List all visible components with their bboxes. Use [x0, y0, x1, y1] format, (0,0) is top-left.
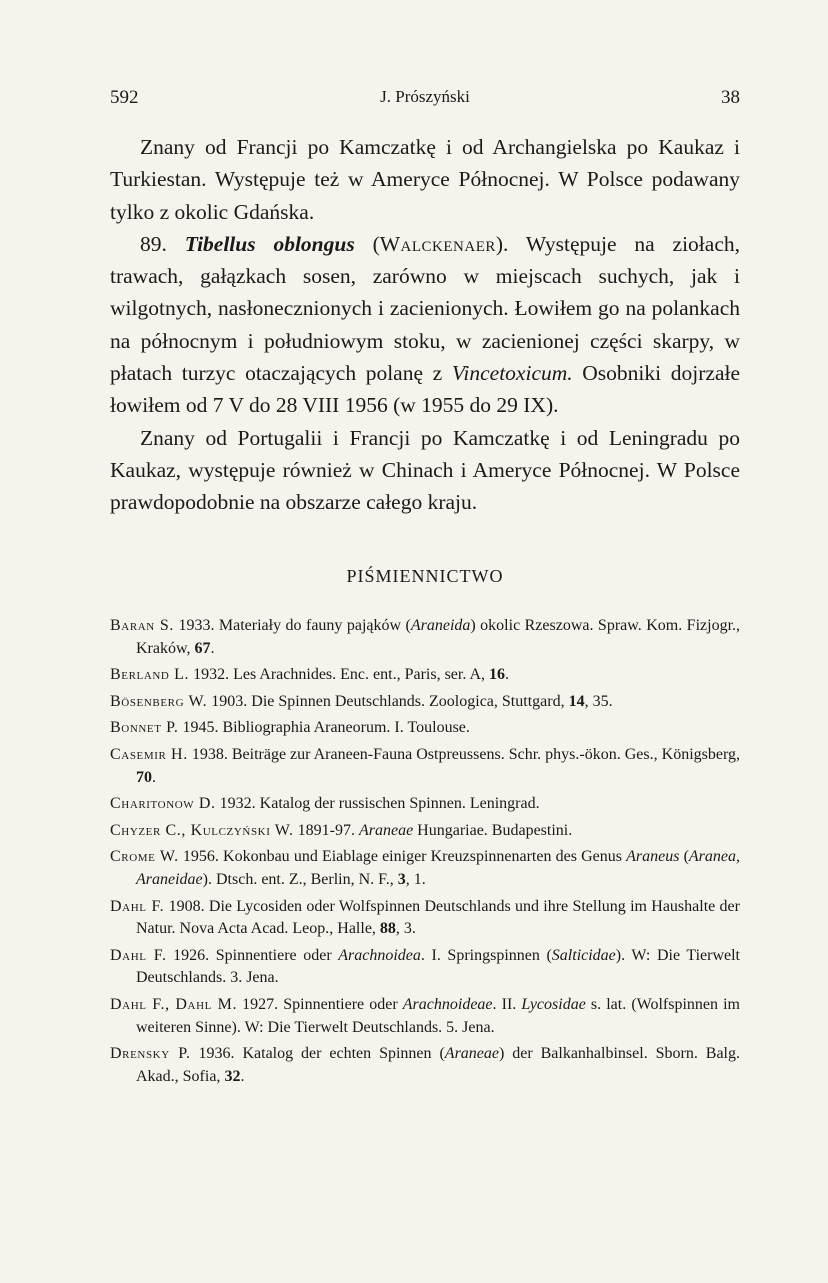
reference-entry: Charitonow D. 1932. Katalog der russischen Spinnen. Leningrad. — [110, 795, 540, 813]
reference-entry: Dahl F. 1908. Die Lycosiden oder Wolfspinnen Deutschlands und ihre Stellung im Haushalte der Natur. Nova Acta Acad. Leop., Halle, 88, 3. — [110, 897, 740, 938]
reference-author: Dahl F. — [110, 897, 165, 915]
reference-author: Bonnet P. — [110, 719, 179, 737]
section-number: 38 — [721, 87, 740, 108]
reference-entry: Chyzer C., Kulczyński W. 1891-97. Araneae Hungariae. Budapestini. — [110, 821, 573, 839]
paragraph-distribution-1: Znany od Francji po Kamczatkę i od Archangielska po Kaukaz i Turkiestan. Występuje też w Ameryce Północnej. W Polsce podawany tylko z okolic Gdańska. — [110, 135, 740, 224]
reference-entry: Dahl F. 1926. Spinnentiere oder Arachnoidea. I. Springspinnen (Salticidae). W: Die Tierwelt Deutschlands. 3. Jena. — [110, 946, 740, 987]
body-text — [110, 131, 740, 519]
reference-author: Bösenberg W. — [110, 692, 208, 710]
reference-author: Drensky P. — [110, 1045, 191, 1063]
reference-entry: Berland L. 1932. Les Arachnides. Enc. ent., Paris, ser. A, 16. — [110, 666, 510, 684]
reference-author: Berland L. — [110, 666, 190, 684]
reference-entry: Crome W. 1956. Kokonbau und Eiablage einiger Kreuzspinnenarten des Genus Araneus (Aranea, Araneidae). Dtsch. ent. Z., Berlin, N. F., 3, 1. — [110, 848, 741, 888]
running-author: J. Prószyński — [380, 87, 470, 106]
species-text-a: ). Występuje na ziołach, trawach, gałązkach sosen, zarówno w miejscach suchych, jak i wilgotnych, nasłonecznionych i zacienionych. Łowiłem go na polankach na północnym i południowym stoku, w zacienionej części skarpy, w płatach turzyc otaczających polanę z — [110, 231, 740, 386]
page-number: 592 — [110, 87, 139, 108]
paragraph-species-89: 89. Tibellus oblongus (Walckenaer). Występuje na ziołach, trawach, gałązkach sosen, zarówno w miejscach suchych, jak i wilgotnych, nasłonecznionych i zacienionych. Łowiłem go na polankach na północnym i południowym stoku, w zacienionej części skarpy, w płatach turzyc otaczających polanę z Vincetoxicum. Osobniki dojrzałe łowiłem od 7 V do 28 VIII 1956 (w 1955 do 29 IX). — [110, 231, 740, 418]
reference-author: Crome W. — [110, 848, 179, 866]
reference-author: Baran S. — [110, 617, 174, 634]
species-name: Tibellus oblongus — [184, 231, 355, 256]
reference-entry: Drensky P. 1936. Katalog der echten Spinnen (Araneae) der Balkanhalbinsel. Sborn. Balg. Akad., Sofia, 32. — [110, 1045, 740, 1085]
species-number: 89. — [140, 231, 167, 256]
reference-list — [110, 615, 740, 1092]
reference-entry: Bonnet P. 1945. Bibliographia Araneorum. I. Toulouse. — [110, 719, 470, 737]
species-author: Walckenaer — [379, 231, 496, 256]
species-text-b: Osobniki dojrzałe łowiłem od 7 V do 28 VIII 1956 (w 1955 do 29 IX). — [110, 361, 740, 418]
reference-entry: Casemir H. 1938. Beiträge zur Araneen-Fauna Ostpreussens. Schr. phys.-ökon. Ges., Königsberg, 70. — [110, 745, 740, 786]
plant-name: Vincetoxicum. — [451, 361, 573, 386]
running-header — [110, 87, 740, 113]
reference-author: Dahl F., Dahl M. — [110, 995, 238, 1013]
reference-author: Dahl F. — [110, 946, 167, 964]
reference-author: Charitonow D. — [110, 795, 216, 813]
paragraph-distribution-2: Znany od Portugalii i Francji po Kamczatkę i od Leningradu po Kaukaz, występuje również w Chinach i Ameryce Północnej. W Polsce prawdopodobnie na obszarze całego kraju. — [110, 425, 740, 515]
reference-author: Chyzer C., Kulczyński W. — [110, 821, 294, 839]
reference-entry: Dahl F., Dahl M. 1927. Spinnentiere oder Arachnoideae. II. Lycosidae s. lat. (Wolfspinnen im weiteren Sinne). W: Die Tierwelt Deutschlands. 5. Jena. — [110, 995, 741, 1036]
reference-author: Casemir H. — [110, 745, 188, 763]
reference-entry: Bösenberg W. 1903. Die Spinnen Deutschlands. Zoologica, Stuttgard, 14, 35. — [110, 692, 613, 710]
reference-entry: Baran S. 1933. Materiały do fauny pająków (Araneida) okolic Rzeszowa. Spraw. Kom. Fizjogr., Kraków, 67. — [110, 617, 741, 657]
section-title: PIŚMIENNICTWO — [346, 566, 504, 586]
